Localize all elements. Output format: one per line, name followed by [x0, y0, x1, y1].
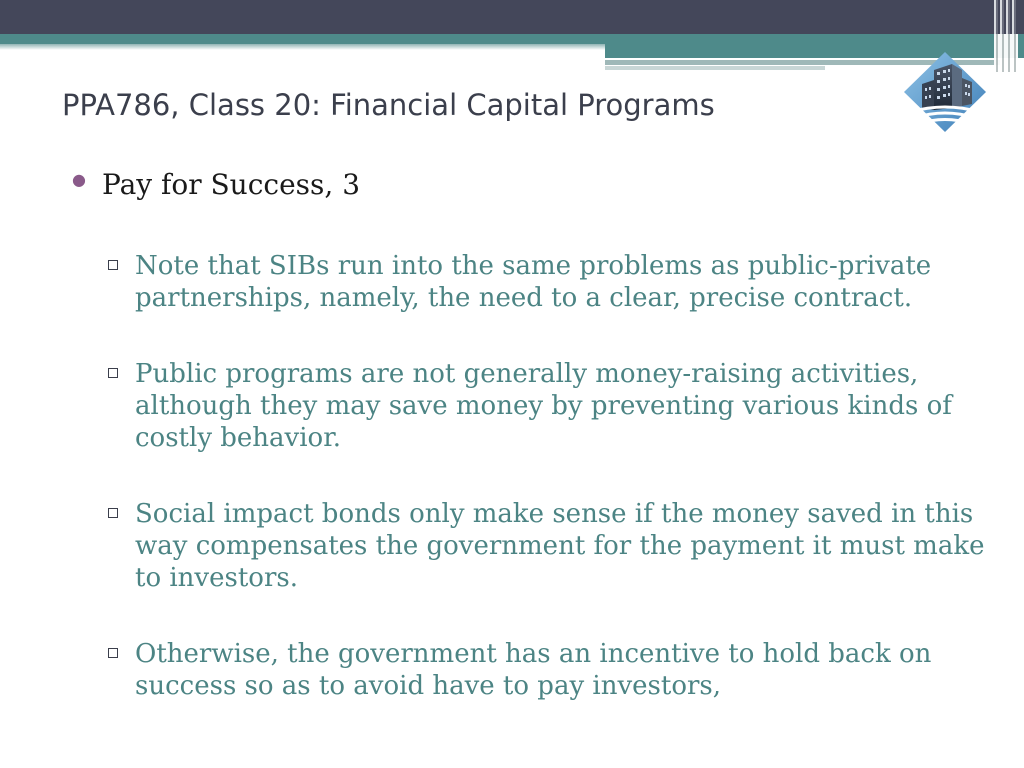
header-right-line-light — [605, 66, 825, 70]
list-item — [108, 358, 988, 454]
list-item — [108, 638, 988, 702]
list-item-text: Otherwise, the government has an incentive to hold back on success so as to avoid have to pay investors, — [135, 639, 932, 701]
bullet-list — [108, 250, 988, 702]
list-item — [108, 498, 988, 594]
header-dark-band — [0, 0, 1024, 34]
list-item — [108, 250, 988, 314]
city-buildings-icon — [900, 50, 990, 136]
list-item-text: Social impact bonds only make sense if the money saved in this way compensates the government for the payment it must make to investors. — [135, 499, 985, 593]
heading-bullet-icon: ● — [72, 170, 86, 189]
slide-title: PPA786, Class 20: Financial Capital Programs — [62, 88, 715, 122]
slide-heading: Pay for Success, 3 — [102, 168, 361, 201]
square-bullet-icon — [108, 508, 118, 518]
list-item-text: Public programs are not generally money-raising activities, although they may save money by preventing various kinds of costly behavior. — [135, 359, 952, 453]
list-item-text: Note that SIBs run into the same problems as public-private partnerships, namely, the need to a clear, precise contract. — [135, 251, 932, 313]
square-bullet-icon — [108, 368, 118, 378]
header-shadow — [0, 44, 605, 50]
header-teal-band — [0, 34, 1024, 44]
square-bullet-icon — [108, 648, 118, 658]
square-bullet-icon — [108, 260, 118, 270]
header-vertical-stripes-dark — [994, 0, 1018, 34]
